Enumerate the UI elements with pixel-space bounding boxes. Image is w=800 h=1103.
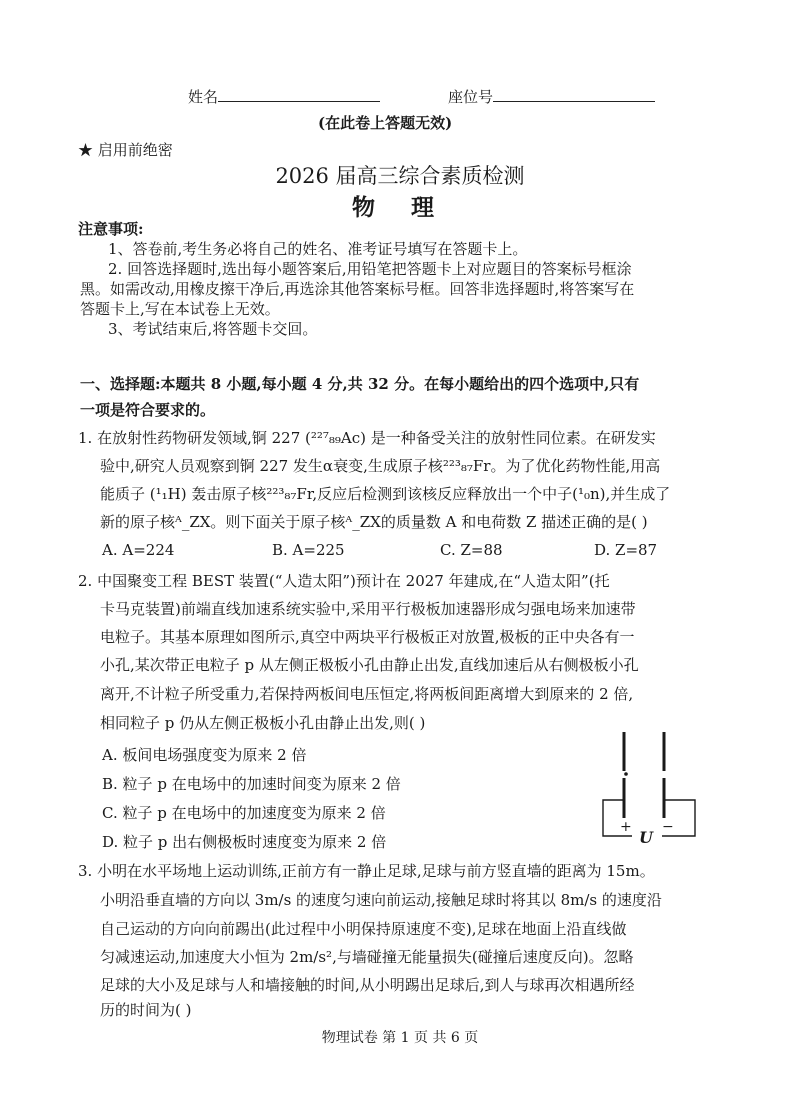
q3-stem-line: 足球的大小及足球与人和墙接触的时间,从小明踢出足球后,到人与球再次相遇所经 [100,976,635,994]
q2-stem-line: 离开,不计粒子所受重力,若保持两板间电压恒定,将两板间距离增大到原来的 2 倍, [100,685,634,703]
section-heading-cont: 一项是符合要求的。 [80,401,216,419]
q1-stem-line: 新的原子核ᴬ_ZX。则下面关于原子核ᴬ_ZX的质量数 A 和电荷数 Z 描述正确的是( ) [100,513,648,531]
notice-line: 2. 回答选择题时,选出每小题答案后,用铅笔把答题卡上对应题目的答案标号框涂 [108,260,632,278]
q2-stem-line: 卡马克装置)前端直线加速系统实验中,采用平行极板加速器形成匀强电场来加速带 [100,600,636,618]
q3-stem-line: 自己运动的方向向前踢出(此过程中小明保持原速度不变),足球在地面上沿直线做 [100,920,627,938]
subject-title: 物 理 [351,194,448,221]
page-footer: 物理试卷 第 1 页 共 6 页 [321,1030,479,1046]
minus-sign: − [662,819,674,835]
q3-stem-line: 历的时间为( ) [100,1001,192,1019]
q2-stem-line: 2. 中国聚变工程 BEST 装置(“人造太阳”)预计在 2027 年建成,在“人造太阳”(托 [78,572,610,590]
q1-stem-line: 能质子 (¹₁H) 轰击原子核²²³₈₇Fr,反应后检测到该核反应释放出一个中子(¹₀n),并生成了 [100,485,671,503]
q3-stem-line: 匀减速运动,加速度大小恒为 2m/s²,与墙碰撞无能量损失(碰撞后速度反向)。忽略 [100,948,634,966]
q1-option-d: D. Z=87 [594,541,658,559]
section-heading: 一、选择题:本题共 8 小题,每小题 4 分,共 32 分。在每小题给出的四个选项中,只有 [80,375,640,393]
q1-stem-line: 验中,研究人员观察到锕 227 发生α衰变,生成原子核²²³₈₇Fr。为了优化药物性能,用高 [100,457,661,475]
notice-line: 答题卡上,写在本试卷上无效。 [80,300,280,318]
q1-option-c: C. Z=88 [440,541,503,559]
seat-field[interactable] [448,86,655,107]
q2-stem-line: 小孔,某次带正电粒子 p 从左侧正极板小孔由静止出发,直线加速后从右侧极板小孔 [100,656,639,674]
q2-stem-line: 相同粒子 p 仍从左侧正极板小孔由静止出发,则( ) [100,714,426,732]
exam-title: 2026 届高三综合素质检测 [275,164,525,188]
q1-option-a: A. A=224 [102,541,175,559]
notice-heading: 注意事项: [78,220,144,238]
q3-stem-line: 小明沿垂直墙的方向以 3m/s 的速度匀速向前运动,接触足球时将其以 8m/s 的速度沿 [100,891,662,909]
plus-sign: + [620,819,632,835]
invalid-note: (在此卷上答题无效) [318,114,453,132]
q2-option-a: A. 板间电场强度变为原来 2 倍 [102,746,307,764]
confidential-mark: ★ 启用前绝密 [78,141,173,159]
seat-label: 座位号 [448,88,494,106]
seat-blank[interactable] [493,87,655,102]
q2-option-d: D. 粒子 p 出右侧极板时速度变为原来 2 倍 [102,833,387,851]
q1-stem-line: 1. 在放射性药物研发领域,锕 227 (²²⁷₈₉Ac) 是一种备受关注的放射性同位素。在研发实 [78,429,656,447]
name-label: 姓名 [188,88,219,106]
q2-option-c: C. 粒子 p 在电场中的加速度变为原来 2 倍 [102,804,386,822]
parallel-plate-figure [596,728,706,846]
notice-line: 3、考试结束后,将答题卡交回。 [108,320,318,338]
name-field[interactable] [188,86,380,107]
q2-stem-line: 电粒子。其基本原理如图所示,真空中两块平行极板正对放置,极板的正中央各有一 [100,628,635,646]
notice-line: 1、答卷前,考生务必将自己的姓名、准考证号填写在答题卡上。 [108,240,528,258]
voltage-label: U [639,828,653,846]
notice-line: 黑。如需改动,用橡皮擦干净后,再选涂其他答案标号框。回答非选择题时,将答案写在 [80,280,635,298]
particle-p [624,772,628,776]
q2-option-b: B. 粒子 p 在电场中的加速时间变为原来 2 倍 [102,775,401,793]
name-blank[interactable] [218,87,380,102]
q3-stem-line: 3. 小明在水平场地上运动训练,正前方有一静止足球,足球与前方竖直墙的距离为 15m。 [78,862,655,880]
q1-option-b: B. A=225 [272,541,345,559]
